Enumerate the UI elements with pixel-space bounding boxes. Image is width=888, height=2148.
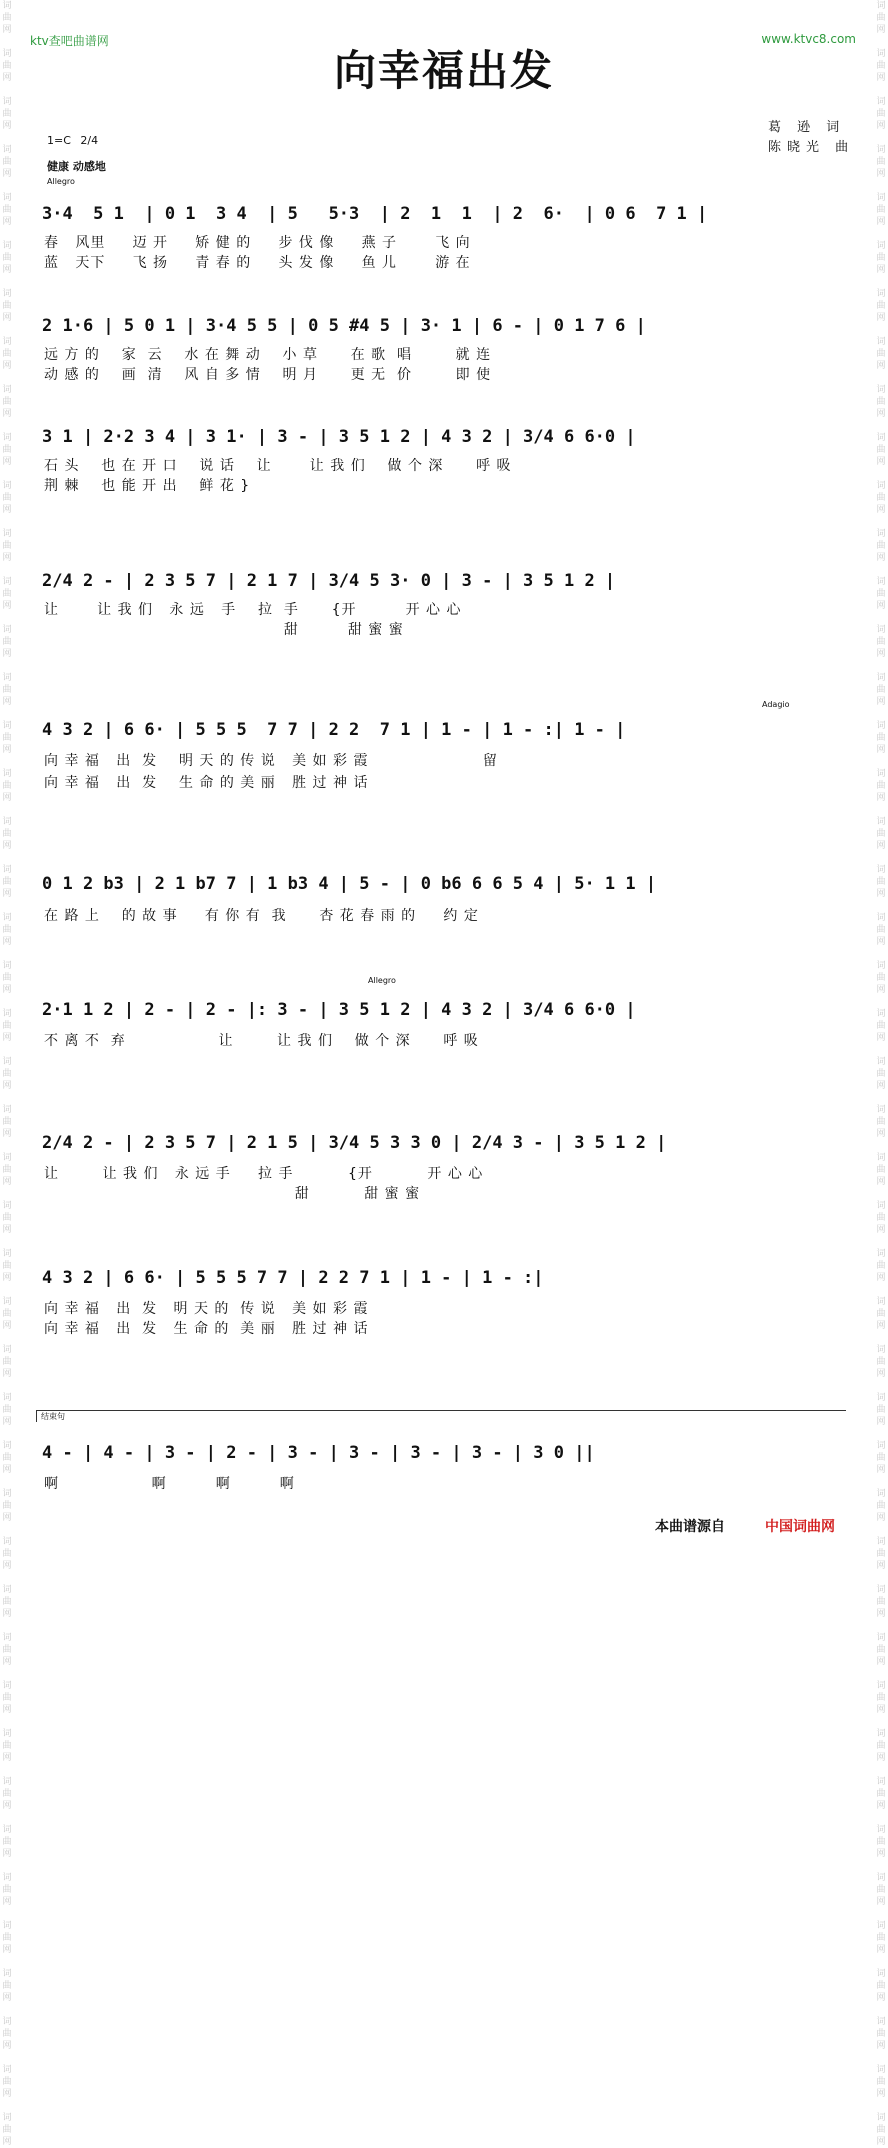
tempo-marking: 健康 动感地	[47, 160, 106, 173]
lyric-verse-1: 不 离 不 弃 让 让 我 们 做 个 深 呼 吸	[44, 1033, 479, 1049]
lyric-verse-2: 蓝 天下 飞 扬 青 春 的 头 发 像 鱼 儿 游 在	[44, 255, 471, 271]
lyric-verse-2: 向 幸 福 出 发 生 命 的 美 丽 胜 过 神 话	[44, 1321, 369, 1337]
source-label: 本曲谱源自	[655, 1519, 725, 1535]
lyric-verse-2: 甜 甜 蜜 蜜	[44, 1186, 421, 1202]
ending-label: 结束句	[36, 1411, 65, 1422]
notation-line: 2·1 1 2 | 2 - | 2 - |: 3 - | 3 5 1 2 | 4 3 2 | 3/4 6 6·0 |	[42, 1000, 636, 1020]
notation-line: 3 1 | 2·2 3 4 | 3 1· | 3 - | 3 5 1 2 | 4 3 2 | 3/4 6 6·0 |	[42, 427, 636, 447]
lyric-verse-1: 向 幸 福 出 发 明 天 的 传 说 美 如 彩 霞	[44, 1301, 369, 1317]
lyric-verse-1: 春 风里 迈 开 矫 健 的 步 伐 像 燕 子 飞 向	[44, 235, 471, 251]
allegro-marker: Allegro	[368, 976, 396, 985]
site-link-right[interactable]: www.ktvc8.com	[761, 32, 856, 46]
lyric-verse-1: 远 方 的 家 云 水 在 舞 动 小 草 在 歌 唱 就 连	[44, 347, 492, 363]
lyric-verse-2: 荆 棘 也 能 开 出 鲜 花 }	[44, 478, 251, 494]
lyric-verse-1: 让 让 我 们 永 远 手 拉 手 {开 开 心 心	[44, 602, 462, 618]
notation-line: 2/4 2 - | 2 3 5 7 | 2 1 5 | 3/4 5 3 3 0 | 2/4 3 - | 3 5 1 2 |	[42, 1133, 667, 1153]
lyric-verse-1: 向 幸 福 出 发 明 天 的 传 说 美 如 彩 霞 留	[44, 753, 498, 769]
tempo-italian: Allegro	[47, 177, 75, 186]
source-link[interactable]: 中国词曲网	[765, 1519, 835, 1535]
lyric-verse-1: 啊 啊 啊 啊	[44, 1476, 295, 1492]
notation-line: 4 - | 4 - | 3 - | 2 - | 3 - | 3 - | 3 - | 3 - | 3 0 ||	[42, 1443, 595, 1463]
notation-line: 3·4 5 1 | 0 1 3 4 | 5 5·3 | 2 1 1 | 2 6· | 0 6 7 1 |	[42, 204, 708, 224]
lyric-verse-1: 让 让 我 们 永 远 手 拉 手 {开 开 心 心	[44, 1166, 484, 1182]
time-signature: 2/4	[80, 134, 99, 147]
key-value: 1=C	[47, 134, 71, 147]
lyric-verse-1: 在 路 上 的 故 事 有 你 有 我 杏 花 春 雨 的 约 定	[44, 908, 479, 924]
lyricist-credit: 葛 逊 词	[768, 120, 846, 135]
key-signature	[47, 134, 98, 147]
notation-line: 4 3 2 | 6 6· | 5 5 5 7 7 | 2 2 7 1 | 1 - | 1 - :|	[42, 1268, 544, 1288]
lyric-verse-2: 向 幸 福 出 发 生 命 的 美 丽 胜 过 神 话	[44, 775, 369, 791]
watermark-right: 词 曲 网 词 曲 网 词 曲 网 词 曲 网 词 曲 网 词 曲 网 词 曲 网 词 曲 网 词 曲 网 词 曲 网 词 曲 网 词 曲 网 词 曲 网 词 曲 网 词 曲 网 词 曲 网 词 曲 网 词 曲 网 词 曲 网 词 曲 网 词 曲 网 词 曲 网 词 曲 网 词 曲 网 词 曲 网 词 曲 网 词 曲 网 词 曲 网 词 曲 网 词 曲 网 词 曲 网 词 曲 网 词 曲 网 词 曲 网 词 曲 网 词 曲 网 词 曲 网 词 曲 网 词 曲 网 词 曲 网 词 曲 网 词 曲 网 词 曲 网 词 曲 网 词 曲 网	[876, 1, 886, 2147]
lyric-verse-2: 动 感 的 画 清 风 自 多 情 明 月 更 无 价 即 使	[44, 367, 492, 383]
adagio-marker: Adagio	[762, 700, 790, 709]
lyric-verse-1: 石 头 也 在 开 口 说 话 让 让 我 们 做 个 深 呼 吸	[44, 458, 512, 474]
watermark-left: 词 曲 网 词 曲 网 词 曲 网 词 曲 网 词 曲 网 词 曲 网 词 曲 网 词 曲 网 词 曲 网 词 曲 网 词 曲 网 词 曲 网 词 曲 网 词 曲 网 词 曲 网 词 曲 网 词 曲 网 词 曲 网 词 曲 网 词 曲 网 词 曲 网 词 曲 网 词 曲 网 词 曲 网 词 曲 网 词 曲 网 词 曲 网 词 曲 网 词 曲 网 词 曲 网 词 曲 网 词 曲 网 词 曲 网 词 曲 网 词 曲 网 词 曲 网 词 曲 网 词 曲 网 词 曲 网 词 曲 网 词 曲 网 词 曲 网 词 曲 网 词 曲 网 词 曲 网	[2, 1, 12, 2147]
notation-line: 0 1 2 b3 | 2 1 b7 7 | 1 b3 4 | 5 - | 0 b6 6 6 5 4 | 5· 1 1 |	[42, 874, 657, 894]
notation-line: 4 3 2 | 6 6· | 5 5 5 7 7 | 2 2 7 1 | 1 - | 1 - :| 1 - |	[42, 720, 626, 740]
song-title: 向幸福出发	[333, 46, 554, 95]
ending-bracket	[36, 1410, 846, 1411]
notation-line: 2 1·6 | 5 0 1 | 3·4 5 5 | 0 5 #4 5 | 3· 1 | 6 - | 0 1 7 6 |	[42, 316, 646, 336]
notation-line: 2/4 2 - | 2 3 5 7 | 2 1 7 | 3/4 5 3· 0 | 3 - | 3 5 1 2 |	[42, 571, 616, 591]
site-link-left[interactable]: ktv查吧曲谱网	[30, 34, 109, 48]
lyric-verse-2: 甜 甜 蜜 蜜	[44, 622, 404, 638]
composer-credit: 陈晓光 曲	[768, 140, 855, 155]
